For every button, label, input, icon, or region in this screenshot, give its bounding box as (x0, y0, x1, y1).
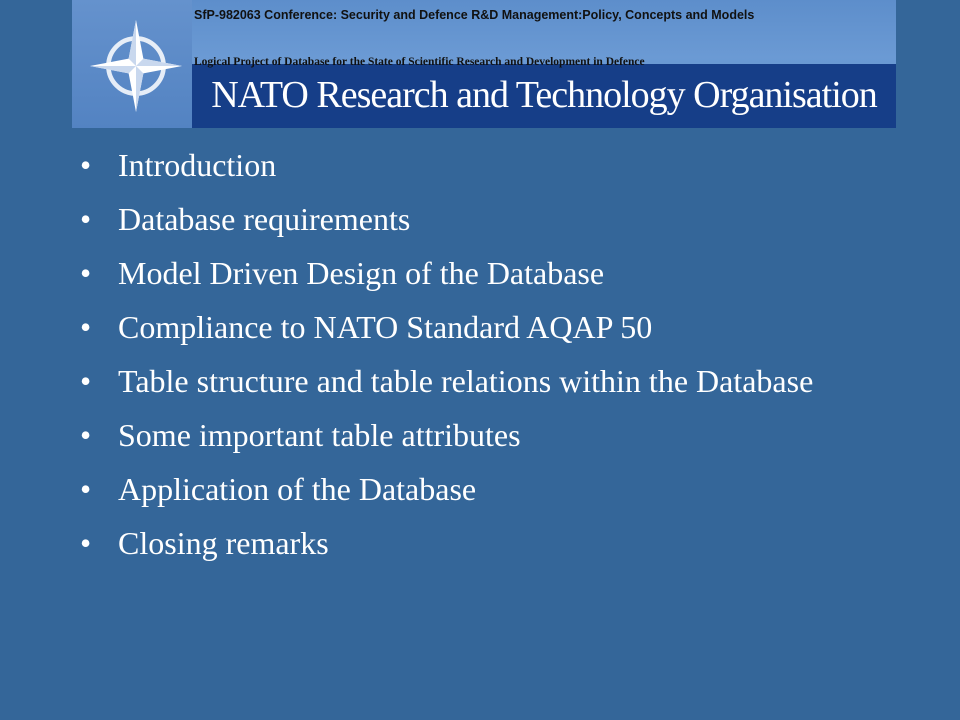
agenda-item-text: Model Driven Design of the Database (118, 255, 605, 291)
bullet: • (80, 525, 92, 561)
bullet: • (80, 309, 92, 345)
bullet: • (80, 363, 92, 399)
agenda-item (80, 255, 880, 291)
agenda-item (80, 525, 880, 561)
agenda-item-text: Compliance to NATO Standard AQAP 50 (118, 309, 653, 345)
bullet: • (80, 201, 92, 237)
agenda-item-text: Application of the Database (118, 471, 477, 507)
bullet: • (80, 417, 92, 453)
agenda-item (80, 471, 880, 507)
agenda-item (80, 309, 880, 345)
agenda-item-text: Introduction (118, 147, 277, 183)
emblem-area (72, 0, 192, 128)
agenda-item-text: Table structure and table relations within the Database (118, 363, 814, 399)
project-line: Logical Project of Database for the State of Scientific Research and Development in Defence (194, 56, 645, 68)
agenda-list (80, 138, 880, 579)
bullet: • (80, 471, 92, 507)
nato-compass-star-icon (90, 20, 182, 112)
conference-line: SfP-982063 Conference: Security and Defence R&D Management:Policy, Concepts and Models (194, 8, 755, 22)
agenda-item-text: Database requirements (118, 201, 411, 237)
agenda-item (80, 201, 880, 237)
agenda-item (80, 363, 880, 399)
bullet: • (80, 255, 92, 291)
header-banner (72, 0, 896, 128)
agenda-item-text: Some important table attributes (118, 417, 521, 453)
bullet: • (80, 147, 92, 183)
agenda-item (80, 147, 880, 183)
organisation-title: NATO Research and Technology Organisation (211, 74, 877, 116)
agenda-item (80, 417, 880, 453)
agenda-item-text: Closing remarks (118, 525, 329, 561)
